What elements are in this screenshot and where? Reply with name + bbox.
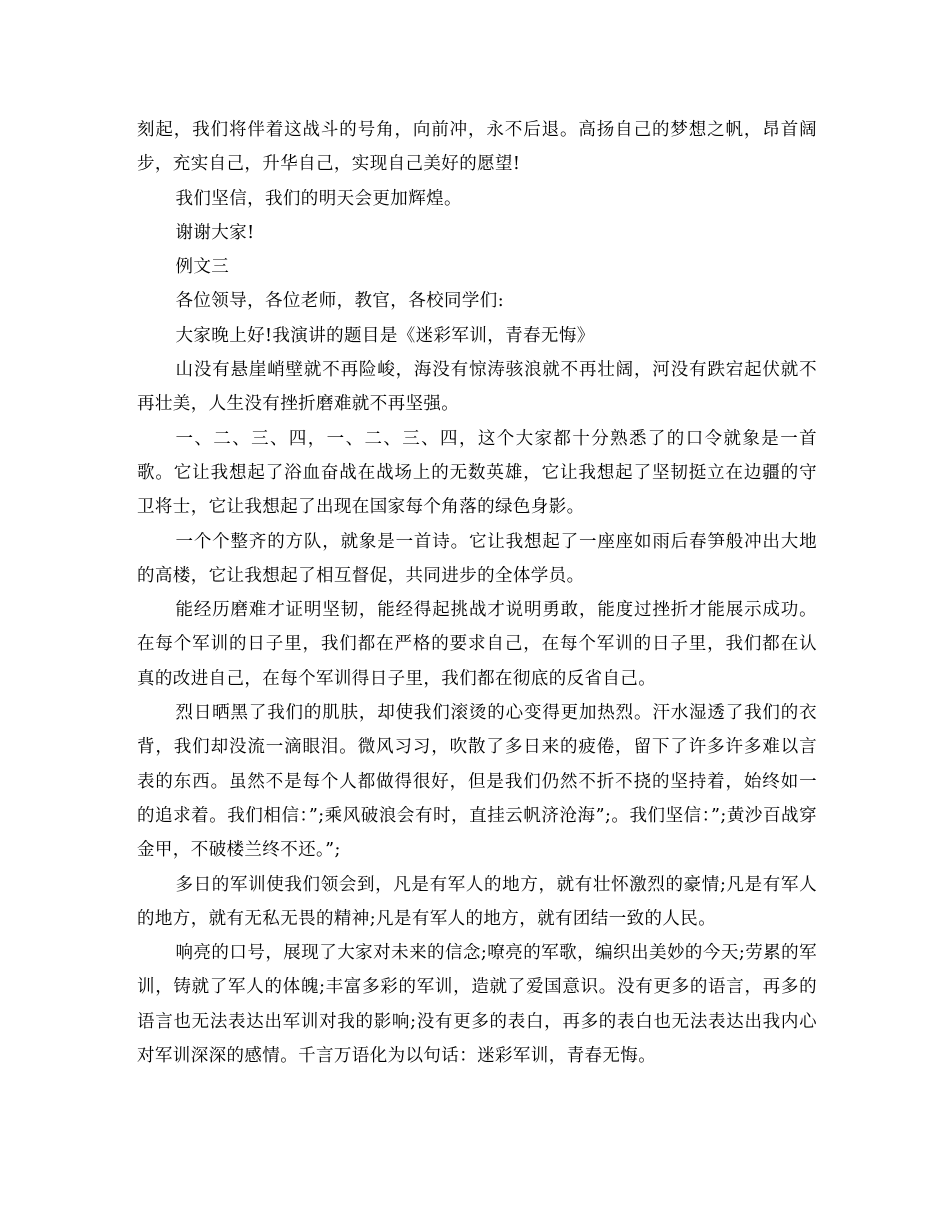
document-body (137, 113, 817, 1073)
paragraph-speech-title: 大家晚上好!我演讲的题目是《迷彩军训，青春无悔》 (175, 325, 595, 346)
paragraph-hardship: 能经历磨难才证明坚韧，能经得起挑战才说明勇敢，能度过挫折才能展示成功。在每个军训的日子里，我们都在严格的要求自己，在每个军训的日子里，我们都在认真的改进自己，在每个军训得日子里，我们都在彻底的反省自己。 (137, 600, 817, 689)
paragraph-conclusion: 响亮的口号，展现了大家对未来的信念;嘹亮的军歌，编织出美妙的今天;劳累的军训，铸就了军人的体魄;丰富多彩的军训，造就了爱国意识。没有更多的语言，再多的语言也无法表达出军训对我的影响;没有更多的表白，再多的表白也无法表达出我内心对军训深深的感情。千言万语化为以句话：迷彩军训，青春无悔。 (137, 943, 817, 1067)
paragraph-mountains: 山没有悬崖峭壁就不再险峻，海没有惊涛骇浪就不再壮阔，河没有跌宕起伏就不再壮美，人生没有挫折磨难就不再坚强。 (137, 360, 817, 415)
paragraph-formation: 一个个整齐的方队，就象是一首诗。它让我想起了一座座如雨后春笋般冲出大地的高楼，它让我想起了相互督促，共同进步的全体学员。 (137, 531, 817, 586)
paragraph-salutation: 各位领导，各位老师，教官，各校同学们: (175, 291, 504, 312)
section-heading-example-three: 例文三 (175, 257, 230, 278)
paragraph-soldiers: 多日的军训使我们领会到，凡是有军人的地方，就有壮怀激烈的豪情;凡是有军人的地方，就有无私无畏的精神;凡是有军人的地方，就有团结一致的人民。 (137, 874, 817, 929)
paragraph-thanks: 谢谢大家! (175, 222, 255, 243)
paragraph-sunburn: 烈日晒黑了我们的肌肤，却使我们滚烫的心变得更加热烈。汗水湿透了我们的衣背，我们却没流一滴眼泪。微风习习，吹散了多日来的疲倦，留下了许多许多难以言表的东西。虽然不是每个人都做得很好，但是我们仍然不折不挠的坚持着，始终如一的追求着。我们相信：”;乘风破浪会有时，直挂云帆济沧海”;。我们坚信：”;黄沙百战穿金甲，不破楼兰终不还。”; (137, 703, 817, 861)
paragraph-continuation: 刻起，我们将伴着这战斗的号角，向前冲，永不后退。高扬自己的梦想之帆，昂首阔步，充实自己，升华自己，实现自己美好的愿望! (137, 120, 817, 175)
paragraph-belief: 我们坚信，我们的明天会更加辉煌。 (175, 188, 462, 209)
paragraph-drill-command: 一、二、三、四，一、二、三、四，这个大家都十分熟悉了的口令就象是一首歌。它让我想起了浴血奋战在战场上的无数英雄，它让我想起了坚韧挺立在边疆的守卫将士，它让我想起了出现在国家每个角落的绿色身影。 (137, 428, 817, 518)
